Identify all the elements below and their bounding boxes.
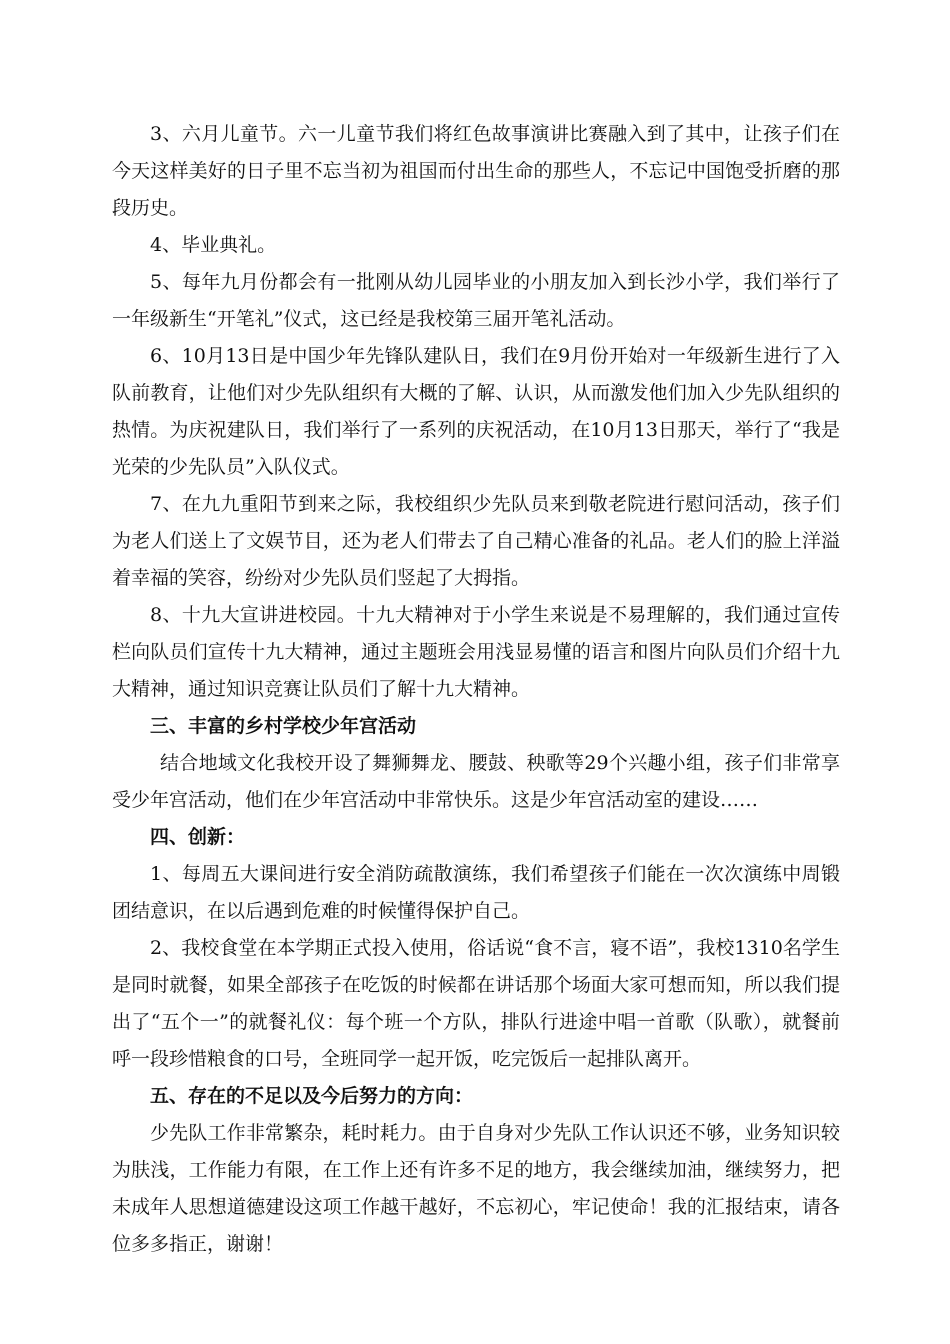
paragraph-graduation: 4、毕业典礼。 bbox=[150, 234, 277, 256]
section-heading-shortcomings: 五、存在的不足以及今后努力的方向： bbox=[150, 1085, 474, 1107]
paragraph-canteen: 2、我校食堂在本学期正式投入使用，俗话说“食不言，寝不语”，我校1310名学生是同时就餐，如果全部孩子在吃饭的时候都在讲话那个场面大家可想而知，所以我们提出了“五个一”的就餐礼仪：每个班一个方队，排队行进途中唱一首歌（队歌），就餐前呼一段珍惜粮食的口号，全班同学一起开饭，吃完饭后一起排队离开。 bbox=[112, 937, 840, 1070]
paragraph-pioneers-day: 6、10月13日是中国少年先锋队建队日，我们在9月份开始对一年级新生进行了入队前教育，让他们对少先队组织有大概的了解、认识，从而激发他们加入少先队组织的热情。为庆祝建队日，我们举行了一系列的庆祝活动，在10月13日那天，举行了“我是光荣的少先队员”入队仪式。 bbox=[112, 345, 840, 478]
paragraph-double-ninth: 7、在九九重阳节到来之际，我校组织少先队员来到敬老院进行慰问活动，孩子们为老人们送上了文娱节目，还为老人们带去了自己精心准备的礼品。老人们的脸上洋溢着幸福的笑容，纷纷对少先队员们竖起了大拇指。 bbox=[112, 493, 840, 589]
paragraph-youth-palace: 结合地域文化我校开设了舞狮舞龙、腰鼓、秧歌等29个兴趣小组，孩子们非常享受少年宫活动，他们在少年宫活动中非常快乐。这是少年宫活动室的建设…… bbox=[112, 752, 840, 811]
section-heading-innovation: 四、创新： bbox=[150, 826, 246, 848]
paragraph-fire-drill: 1、每周五大课间进行安全消防疏散演练，我们希望孩子们能在一次次演练中周锻团结意识，在以后遇到危难的时候懂得保护自己。 bbox=[112, 863, 840, 922]
paragraph-nineteenth-congress: 8、十九大宣讲进校园。十九大精神对于小学生来说是不易理解的，我们通过宣传栏向队员们宣传十九大精神，通过主题班会用浅显易懂的语言和图片向队员们介绍十九大精神，通过知识竞赛让队员们了解十九大精神。 bbox=[112, 604, 840, 700]
paragraph-conclusion: 少先队工作非常繁杂，耗时耗力。由于自身对少先队工作认识还不够，业务知识较为肤浅，工作能力有限，在工作上还有许多不足的地方，我会继续加油，继续努力，把未成年人思想道德建设这项工作越干越好，不忘初心，牢记使命！我的汇报结束，请各位多多指正，谢谢！ bbox=[112, 1122, 840, 1255]
section-heading-youth-palace: 三、丰富的乡村学校少年宫活动 bbox=[150, 715, 417, 737]
document-body bbox=[112, 116, 840, 1263]
paragraph-childrens-day: 3、六月儿童节。六一儿童节我们将红色故事演讲比赛融入到了其中，让孩子们在今天这样美好的日子里不忘当初为祖国而付出生命的那些人，不忘记中国饱受折磨的那段历史。 bbox=[112, 123, 840, 219]
paragraph-opening-ceremony: 5、每年九月份都会有一批刚从幼儿园毕业的小朋友加入到长沙小学，我们举行了一年级新生“开笔礼”仪式，这已经是我校第三届开笔礼活动。 bbox=[112, 271, 840, 330]
